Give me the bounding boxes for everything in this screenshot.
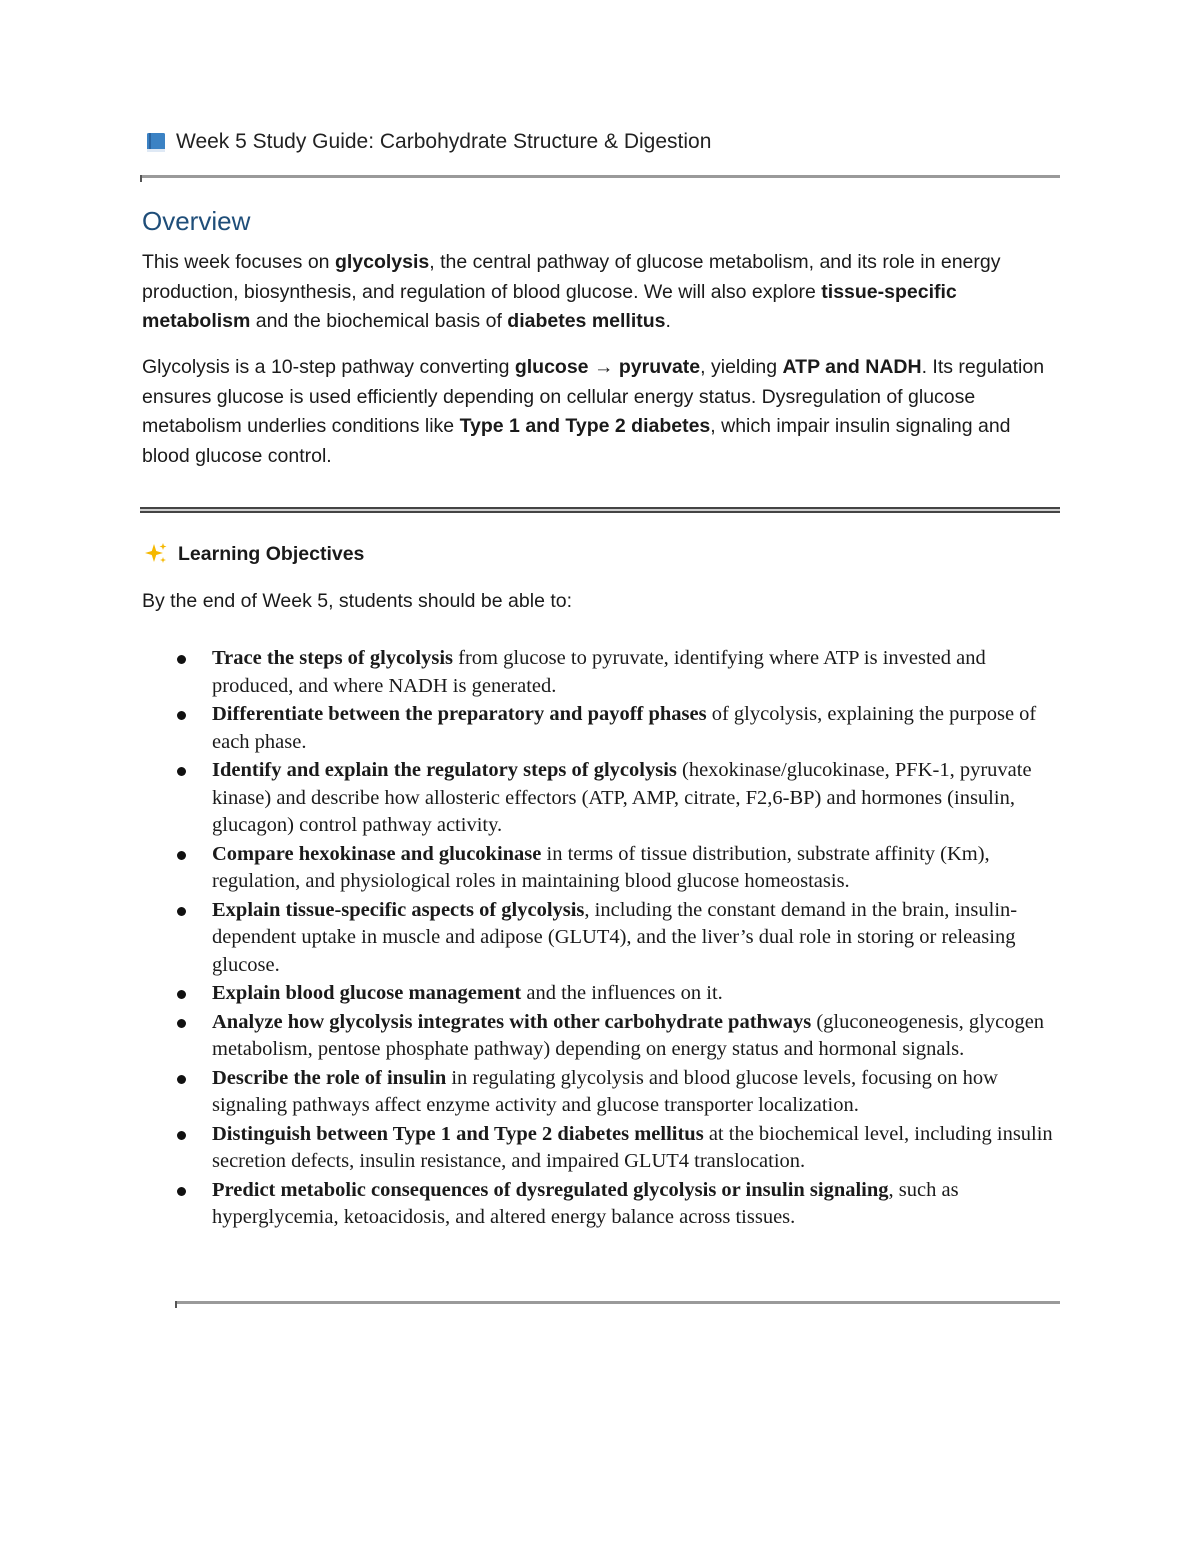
bullet-icon: [177, 907, 186, 916]
closing-divider: [175, 1301, 1060, 1304]
objective-bold: Differentiate between the preparatory and payoff phases: [212, 703, 707, 725]
objective-text: of glycolysis, explaining the purpose of each phase.: [212, 703, 1037, 753]
text-run: Glycolysis is a 10-step pathway converting: [142, 356, 515, 378]
sparkles-icon: [144, 542, 168, 566]
objective-item: [140, 980, 1060, 1008]
objective-bold: Compare hexokinase and glucokinase: [212, 842, 542, 865]
bullet-icon: [177, 1075, 186, 1084]
text-run: , the central pathway of glucose metabolism, and its role in energy production, biosynthesis, and regulation of blood glucose. We will also explore: [142, 251, 1001, 303]
objective-text: , such as hyperglycemia, ketoacidosis, and altered energy balance across tissues.: [212, 1178, 959, 1228]
objective-bold: Trace the steps of glycolysis: [212, 647, 454, 669]
objective-text: at the biochemical level, including insulin secretion defects, insulin resistance, and impaired GLUT4 translocation.: [212, 1122, 1053, 1172]
objective-text: in terms of tissue distribution, substrate affinity (Km), regulation, and physiological roles in maintaining blood glucose homeostasis.: [212, 842, 990, 892]
objective-bold: Identify and explain the regulatory steps of glycolysis: [212, 759, 677, 781]
objective-text: in regulating glycolysis and blood glucose levels, focusing on how signaling pathways affect enzyme activity and glucose transporter localization.: [212, 1066, 998, 1116]
objective-text: , including the constant demand in the brain, insulin-dependent uptake in muscle and adipose (GLUT4), and the liver’s dual role in storing or releasing glucose.: [212, 898, 1018, 976]
bullet-icon: [177, 851, 186, 860]
objective-item: [140, 1177, 1060, 1232]
objective-item: [140, 1065, 1060, 1120]
objective-bold: Analyze how glycolysis integrates with other carbohydrate pathways: [212, 1010, 812, 1033]
objective-bold: Explain blood glucose management: [212, 982, 522, 1004]
bullet-icon: [177, 711, 186, 720]
objective-item: [140, 1009, 1060, 1064]
bullet-icon: [177, 990, 186, 999]
text-run: This week focuses on: [142, 251, 335, 273]
objective-item: [140, 1121, 1060, 1176]
bullet-icon: [177, 655, 186, 664]
objective-bold: Describe the role of insulin: [212, 1066, 447, 1089]
objective-text: (hexokinase/glucokinase, PFK-1, pyruvate kinase) and describe how allosteric effectors (ATP, AMP, citrate, F2,6-BP) and hormones (insulin, glucagon) control pathway activity.: [212, 759, 1032, 836]
bullet-icon: [177, 1131, 186, 1140]
objective-bold: Explain tissue-specific aspects of glycolysis: [212, 898, 585, 921]
document-title: Week 5 Study Guide: Carbohydrate Structure & Digestion: [176, 130, 712, 153]
bold-run: glucose → pyruvate: [514, 356, 701, 378]
bullet-icon: [177, 767, 186, 776]
overview-heading: Overview: [142, 206, 251, 236]
objective-item: [140, 757, 1060, 840]
objective-item: [140, 897, 1060, 980]
text-run: and the biochemical basis of: [250, 310, 508, 332]
bold-run: glycolysis: [334, 251, 430, 273]
bullet-icon: [177, 1019, 186, 1028]
section-divider-double: [140, 507, 1060, 513]
objective-item: [140, 701, 1060, 756]
document-title-row: [146, 128, 711, 156]
objective-bold: Predict metabolic consequences of dysregulated glycolysis or insulin signaling: [212, 1178, 889, 1201]
bold-run: diabetes mellitus: [507, 310, 666, 332]
text-run: .: [665, 310, 671, 332]
objective-text: from glucose to pyruvate, identifying where ATP is invested and produced, and where NADH is generated.: [212, 647, 986, 697]
overview-paragraph-1: [142, 248, 1052, 337]
bullet-icon: [177, 1187, 186, 1196]
title-divider: [140, 175, 1060, 178]
blue-book-icon: [146, 132, 166, 153]
bold-run: ATP and NADH: [782, 356, 922, 378]
learning-objectives-heading: Learning Objectives: [178, 543, 365, 565]
bold-run: Type 1 and Type 2 diabetes: [459, 415, 711, 437]
objectives-intro: By the end of Week 5, students should be able to:: [142, 590, 573, 612]
text-run: , which impair insulin signaling and blood glucose control.: [142, 415, 1011, 467]
objective-text: and the influences on it.: [521, 982, 723, 1004]
objective-text: (gluconeogenesis, glycogen metabolism, pentose phosphate pathway) depending on energy status and hormonal signals.: [212, 1010, 1045, 1060]
learning-objectives-heading-row: [144, 540, 364, 568]
objectives-list: [140, 645, 1060, 1233]
objective-item: [140, 645, 1060, 700]
overview-paragraph-2: [142, 353, 1052, 471]
bold-run: tissue-specific metabolism: [142, 280, 957, 332]
objective-item: [140, 841, 1060, 896]
text-run: . Its regulation ensures glucose is used efficiently depending on cellular energy status. Dysregulation of glucose metabolism underlies conditions like: [142, 356, 1045, 437]
objective-bold: Distinguish between Type 1 and Type 2 diabetes mellitus: [212, 1122, 704, 1145]
text-run: , yielding: [700, 356, 783, 378]
